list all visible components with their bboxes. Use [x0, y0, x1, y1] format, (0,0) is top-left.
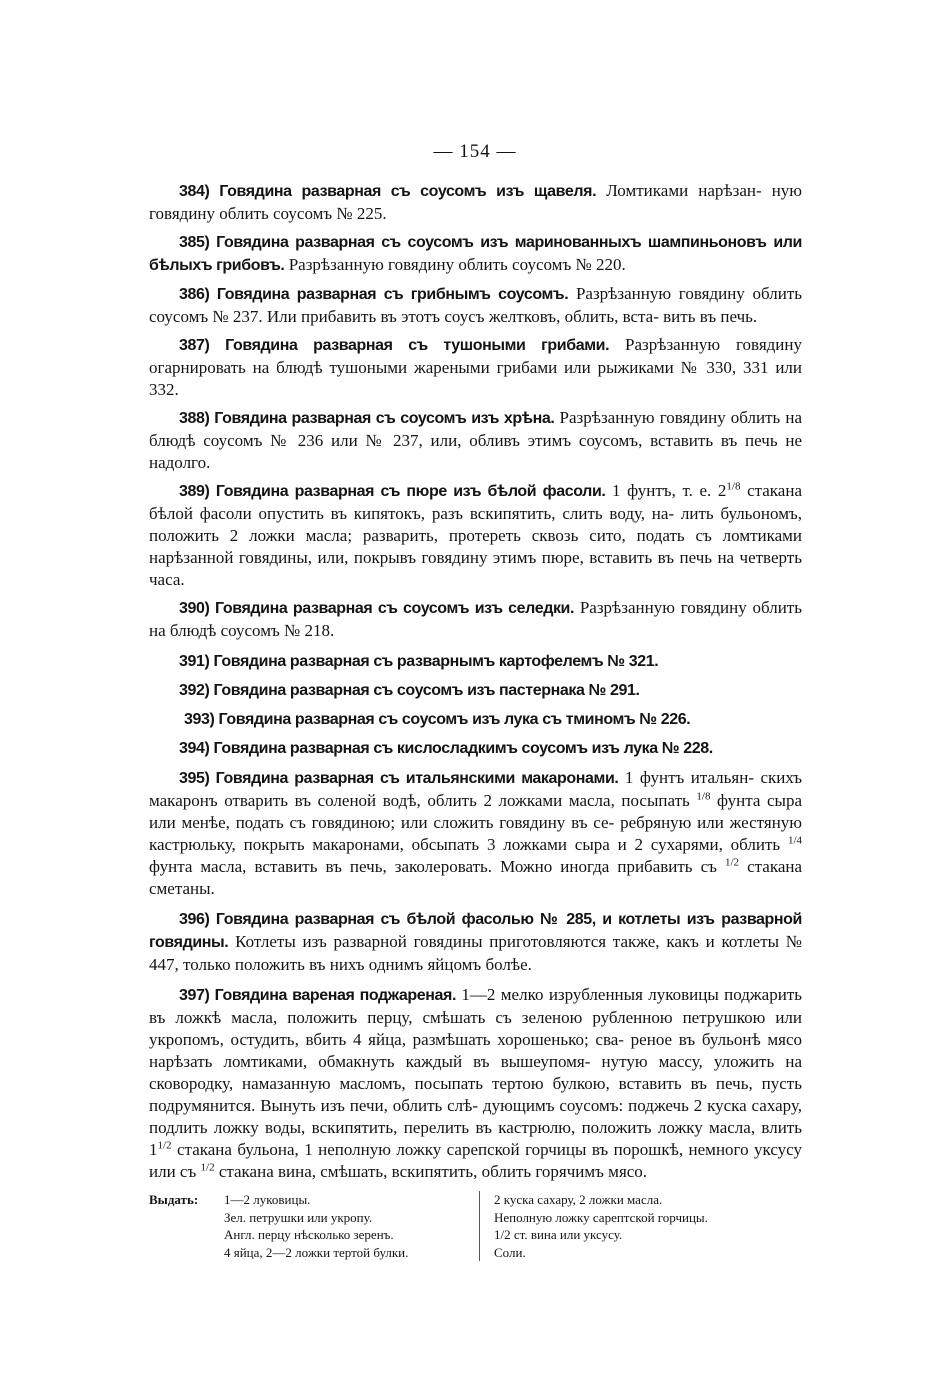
recipe-385 — [149, 231, 802, 277]
recipe-line — [179, 768, 760, 787]
recipe-line: лить бульономъ, положить 2 ложки масла; разварить, протереть сквозь сито, — [149, 504, 803, 545]
recipe-line: какъ и котлеты № 447, только положить въ нихъ однимъ яйцомъ болѣе. — [149, 932, 802, 974]
serving-item: 1—2 луковицы. — [224, 1192, 311, 1207]
recipe-line: подать съ ломтиками нарѣзанной говядины, или, покрывъ говядину этимъ пюре, — [149, 526, 802, 567]
recipe-line: 1 неполную ложку сарепской горчицы въ порошкѣ, немного уксусу или съ — [149, 1140, 803, 1181]
recipe-393: 393) Говядина разварная съ соусомъ изъ лука съ тминомъ № 226. — [184, 711, 691, 728]
recipe-line: вставить въ печь не надолго. — [149, 431, 803, 472]
recipe-line — [201, 1162, 648, 1181]
recipe-title: 385) Говядина разварная съ соусомъ изъ маринованныхъ шампиньоновъ — [179, 234, 767, 251]
recipe-title: разварной говядины. — [149, 911, 802, 951]
serving-column-right — [480, 1191, 809, 1261]
recipe-line — [179, 181, 772, 200]
recipe-text: Котлеты изъ разварной говядины приготовляются также, — [228, 932, 660, 951]
recipe-title: 396) Говядина разварная съ бѣлой фасолью № 285, и котлеты изъ — [179, 911, 715, 928]
recipe-text: перелить въ кастрюлю, положить ложку масла, влить 1 — [149, 1118, 802, 1159]
serving-item: Соли. — [494, 1244, 526, 1260]
recipe-text: Разрѣзанную говядину — [554, 408, 726, 427]
recipe-line: облить соусомъ № 237. Или прибавить въ этотъ соусъ желтковъ, облить, вста- — [149, 284, 803, 326]
serving-list — [149, 1191, 809, 1261]
serving-item: 4 яйца, 2—2 ложки тертой булки. — [224, 1244, 409, 1260]
serving-item: Неполную ложку сарептской горчицы. — [494, 1209, 708, 1225]
recipe-395 — [149, 767, 802, 900]
recipe-line: булкою, вставить въ печь, пусть подрумянится. Вынуть изъ печи, облить слѣ- — [149, 1074, 802, 1115]
serving-item: 1/2 ст. вина или уксусу. — [494, 1227, 623, 1242]
recipe-text: Можно иногда прибавить съ — [500, 857, 725, 876]
recipe-text: 1—2 мелко изрубленныя луковицы — [456, 985, 719, 1004]
recipe-line: огарнировать на блюдѣ тушоными жареными грибами или рыжиками № 330, — [149, 358, 737, 377]
serving-column-left — [224, 1191, 480, 1261]
recipe-line — [179, 408, 731, 427]
recipe-line: стакана бѣлой фасоли опустить въ кипятокъ, разъ вскипятить, слить воду, на- — [149, 481, 802, 523]
recipe-title: 397) Говядина вареная поджареная. — [179, 987, 457, 1004]
recipe-391: 391) Говядина разварная съ разварнымъ картофелемъ № 321. — [179, 653, 659, 670]
serving-item: Англ. перцу нѣсколько зеренъ. — [224, 1227, 394, 1242]
fraction: 1/8 — [726, 480, 741, 493]
recipe-title: 390) Говядина разварная съ соусомъ изъ селедки. — [179, 600, 575, 617]
recipe-388 — [149, 407, 802, 474]
recipe-389 — [149, 480, 802, 591]
recipe-line — [179, 598, 753, 617]
recipe-line: реное въ бульонѣ мясо нарѣзать ломтиками, обмакнуть каждый въ вышеупомя- — [149, 1030, 803, 1071]
recipe-title: 395) Говядина разварная съ итальянскими макаронами. — [179, 770, 619, 787]
recipe-line: облить на блюдѣ соусомъ № 236 или № 237, или, обливъ этимъ соусомъ, — [149, 408, 802, 450]
recipe-text: 1 фунтъ итальян- — [618, 768, 754, 787]
recipe-line — [179, 909, 721, 928]
recipe-text: сыра и 2 сухарями, облить — [574, 835, 788, 854]
fraction: 1/8 — [696, 790, 711, 803]
recipe-line: вставить въ печь на четверть часа. — [149, 548, 802, 589]
recipe-text: Ломтиками нарѣзан- — [596, 181, 762, 200]
recipe-text: Разрѣзанную говядину облить соусомъ № 220. — [284, 255, 626, 274]
recipe-line: скихъ макаронъ отварить въ соленой водѣ, облить 2 ложками масла, посыпать — [149, 768, 803, 810]
recipe-line — [179, 284, 753, 303]
recipe-title: 388) Говядина разварная съ соусомъ изъ хрѣна. — [179, 410, 555, 427]
fraction: 1/2 — [724, 856, 740, 869]
recipe-title: 387) Говядина разварная съ тушоными грибами. — [179, 337, 610, 354]
recipe-line: 331 или 332. — [149, 358, 802, 399]
fraction: 1/2 — [157, 1139, 172, 1152]
recipe-394: 394) Говядина разварная съ кислосладкимъ соусомъ изъ лука № 228. — [179, 740, 713, 757]
recipe-text: Разрѣзанную говядину — [568, 284, 745, 303]
recipe-text: стакана вина, смѣшать, вскипятить, облить горячимъ мясо. — [214, 1162, 648, 1181]
recipe-line: дующимъ соусомъ: поджечь 2 куска сахару, подлить ложку воды, вскипятить, — [149, 1096, 802, 1137]
recipe-line: петрушкою или укропомъ, остудить, вбить 4 яйца, размѣшать хорошенько; сва- — [149, 1008, 803, 1049]
recipe-text: фунта сыра или менѣе, подать съ говядиною; или сложить говядину въ се- — [149, 791, 803, 832]
recipe-384 — [149, 180, 802, 225]
recipe-397 — [149, 984, 802, 1183]
recipe-387 — [149, 334, 802, 401]
recipe-text: фунта масла, вставить въ печь, заколеровать. — [149, 857, 493, 876]
recipe-line: ребряную или жестяную кастрюльку, покрыть макаронами, обсыпать 3 ложками — [149, 813, 802, 854]
recipe-text: 1 фунтъ, т. е. 2 — [605, 481, 727, 500]
recipe-line — [179, 481, 747, 500]
recipe-text: стакана бульона, — [171, 1140, 299, 1159]
page-content — [149, 180, 802, 1183]
serving-item: Зел. петрушки или укропу. — [224, 1209, 373, 1225]
recipe-392: 392) Говядина разварная съ соусомъ изъ пастернака № 291. — [179, 682, 640, 699]
recipe-396 — [149, 908, 802, 976]
recipe-title: 386) Говядина разварная съ грибнымъ соусомъ. — [179, 286, 569, 303]
recipe-title: 384) Говядина разварная съ соусомъ изъ щавеля. — [179, 183, 597, 200]
fraction: 1/4 — [787, 834, 803, 847]
recipe-line: ную говядину облить соусомъ № 225. — [149, 181, 803, 223]
recipe-line: нутую массу, уложить на сковородку, намазанную масломъ, посыпать тертою — [149, 1052, 802, 1093]
page-number: — 154 — — [433, 141, 517, 162]
recipe-line — [179, 985, 724, 1004]
recipe-line: вить въ печь. — [663, 307, 758, 326]
recipe-line: облить на блюдѣ соусомъ № 218. — [149, 598, 802, 640]
recipe-390 — [149, 597, 802, 642]
recipe-text: Разрѣзанную говядину — [574, 598, 747, 617]
recipe-text: стакана сметаны. — [149, 857, 803, 898]
recipe-title: или бѣлыхъ грибовъ. — [149, 234, 802, 274]
recipe-line: поджарить въ ложкѣ масла, положить перцу, смѣшать съ зеленою рубленною — [149, 985, 802, 1027]
recipe-title: 389) Говядина разварная съ пюре изъ бѣлой фасоли. — [179, 483, 606, 500]
recipe-line — [179, 335, 802, 354]
fraction: 1/2 — [200, 1161, 215, 1174]
serving-label: Выдать: — [149, 1192, 199, 1207]
recipe-line — [179, 232, 773, 251]
recipe-text: Разрѣзанную говядину — [609, 335, 802, 354]
serving-item: 2 куска сахару, 2 ложки масла. — [494, 1192, 663, 1207]
recipe-386 — [149, 283, 802, 328]
